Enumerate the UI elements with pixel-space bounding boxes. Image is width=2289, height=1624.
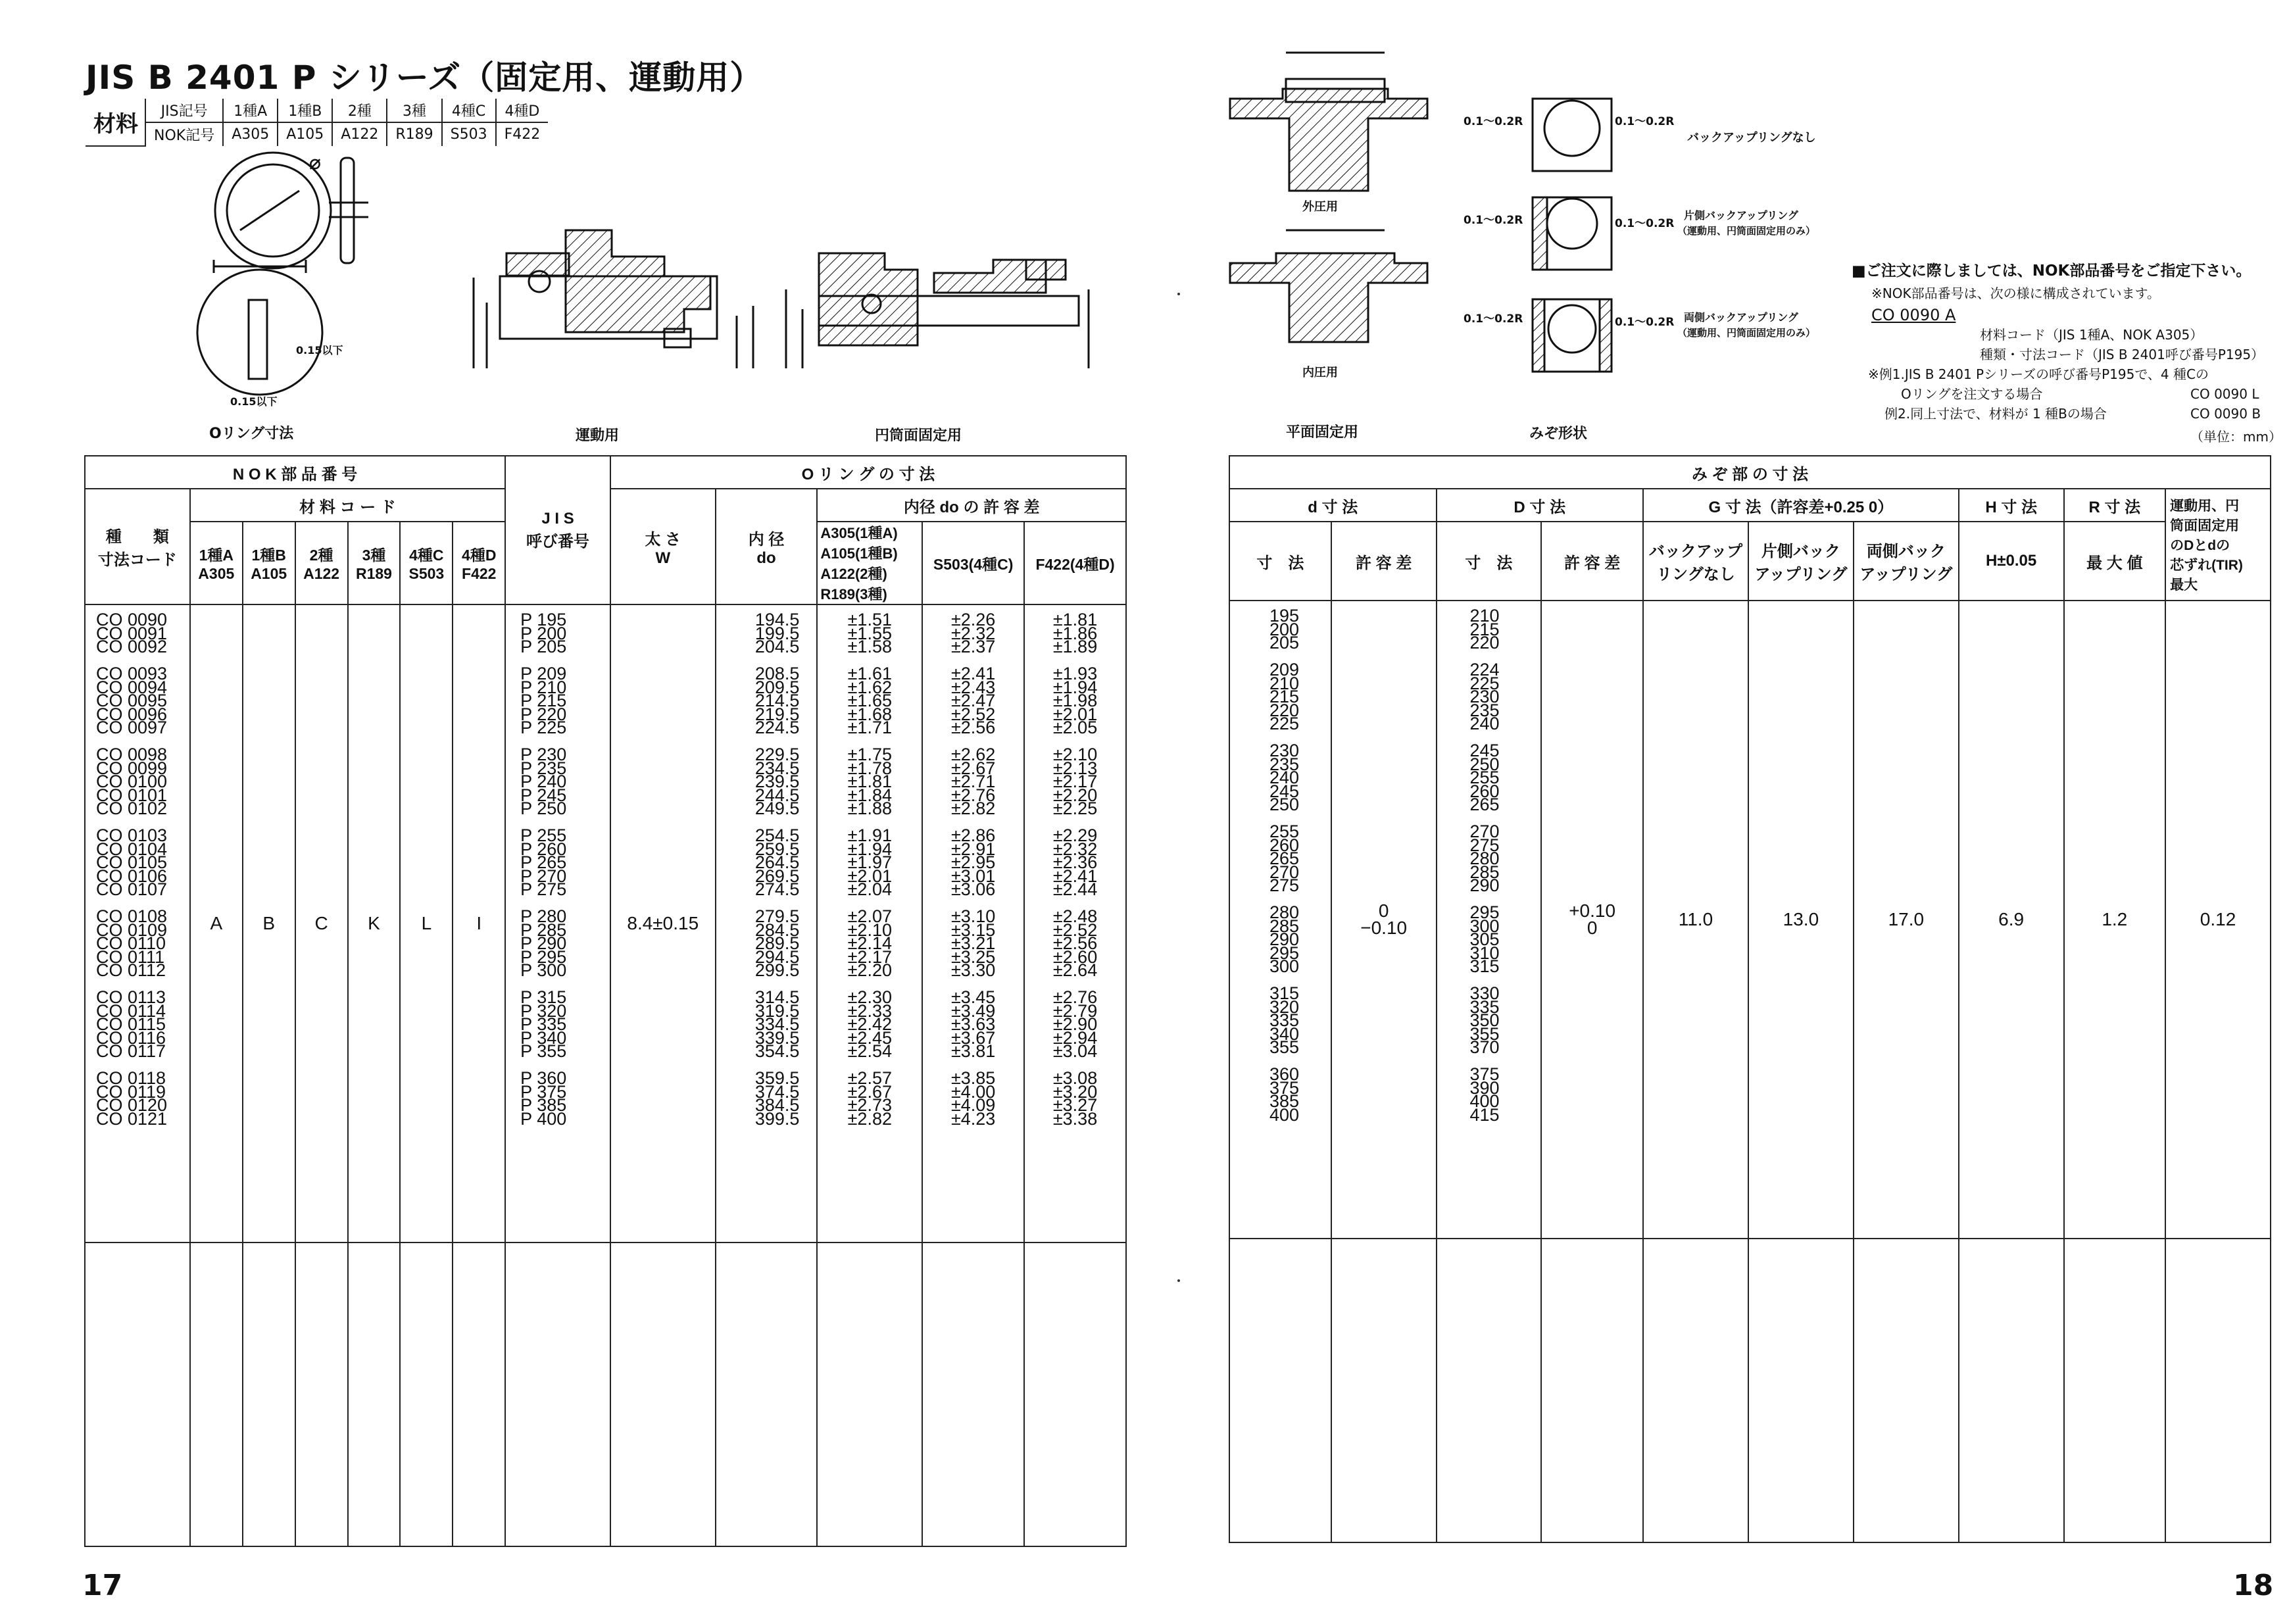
order-example1-result: CO 0090 L xyxy=(2190,386,2259,402)
width-header: 太 さ W xyxy=(610,489,716,604)
one-backup-sub: （運動用、円筒面固定用のみ） xyxy=(1677,225,1816,237)
g-two-value: 17.0 xyxy=(1854,601,1959,1239)
R-dim-header: R 寸 法 xyxy=(2064,489,2166,522)
d-size-header: 寸 法 xyxy=(1229,522,1331,601)
jis-header: J I S 呼び番号 xyxy=(505,456,610,604)
gutter-mark xyxy=(1177,1279,1180,1282)
tol-col-d: F422(4種D) xyxy=(1024,522,1126,604)
order-material-code: 材料コード（JIS 1種A、NOK A305） xyxy=(1980,327,2203,343)
mat-col-3: 3種 R189 xyxy=(348,522,401,604)
type-size-header: 種 類 寸法コード xyxy=(85,489,190,604)
chamfer-label-1: 0.1～0.2R xyxy=(1464,115,1523,128)
page-number-right: 18 xyxy=(2233,1569,2274,1602)
mat-col-4c: 4種C S503 xyxy=(400,522,453,604)
unit-label: （単位：mm） xyxy=(2190,429,2282,445)
h-tol-header: H±0.05 xyxy=(1959,522,2064,601)
H-dim-header: H 寸 法 xyxy=(1959,489,2064,522)
diameter-label: ⌀ xyxy=(309,151,322,174)
mat-col-1b: 1種B A105 xyxy=(243,522,295,604)
d-dim-header: d 寸 法 xyxy=(1229,489,1437,522)
mat-letter-4c: L xyxy=(400,604,453,1243)
order-heading: ■ご注文に際しましては、NOK部品番号をご指定下さい。 xyxy=(1852,262,2252,280)
inner-pressure-caption: 内圧用 xyxy=(1302,366,1338,380)
tir-header: 運動用、円 筒面固定用 のDとdの 芯ずれ(TIR) 最大 xyxy=(2165,489,2271,601)
g-one-value: 13.0 xyxy=(1748,601,1854,1239)
jis-number-column: P 195 P 200 P 205 P 209 P 210 P 215 P 220 P 225 P 230 P 235 P 240 P 245 P 250 P 255 P 260 P 265 P 270 P 275 P 280 P 285 P 290 P 295 P 300 P 315 P 320 P 335 P 340 P 355 P 360 P 375 P 385 P 400 xyxy=(520,610,567,1129)
size-code-column: CO 0090 CO 0091 CO 0092 CO 0093 CO 0094 CO 0095 CO 0096 CO 0097 CO 0098 CO 0099 CO 0100 CO 0101 CO 0102 CO 0103 CO 0104 CO 0105 CO 0106 CO 0107 CO 0108 CO 0109 CO 0110 CO 0111 CO 0112 CO 0113 CO 0114 CO 0115 CO 0116 CO 0117 CO 0118 CO 0119 CO 0120 CO 0121 xyxy=(96,610,168,1129)
tol-col-c: S503(4種C) xyxy=(922,522,1024,604)
two-backup-sub: （運動用、円筒面固定用のみ） xyxy=(1677,327,1816,339)
page-number-left: 17 xyxy=(82,1569,123,1602)
motion-caption: 運動用 xyxy=(576,428,620,444)
flat-caption: 平面固定用 xyxy=(1286,424,1359,441)
material-code-header: 材 料 コ ー ド xyxy=(190,489,505,522)
page-title: JIS B 2401 P シリーズ（固定用、運動用） xyxy=(86,59,764,97)
nok-part-header: N O K 部 品 番 号 xyxy=(85,456,505,489)
material-legend: 材料 JIS記号 1種A 1種B 2種 3種 4種C 4種D NOK記号 A305 A105 A122 R189 S503 F422 xyxy=(86,99,548,147)
motion-drawing xyxy=(474,230,753,368)
groove-dims-header: み ぞ 部 の 寸 法 xyxy=(1229,456,2271,489)
mat-letter-3: K xyxy=(348,604,401,1243)
gutter-mark xyxy=(1177,293,1180,295)
G-dim-header: G 寸 法（許容差+0.25 0） xyxy=(1643,489,1959,522)
no-backup-label: バックアップリングなし xyxy=(1687,131,1816,145)
r-max-header: 最 大 値 xyxy=(2064,522,2166,601)
g-two-header: 両側バック アップリング xyxy=(1854,522,1959,601)
order-line1: ※NOK部品番号は、次の様に構成されています。 xyxy=(1871,285,2160,301)
order-example1: ※例1.JIS B 2401 Pシリーズの呼び番号P195で、4 種Cの xyxy=(1868,366,2209,382)
two-backup-label: 両側バックアップリング xyxy=(1684,311,1798,324)
mat-letter-4d: I xyxy=(453,604,505,1243)
mat-col-4d: 4種D F422 xyxy=(453,522,505,604)
order-size-code: 種類・寸法コード（JIS B 2401呼び番号P195） xyxy=(1980,347,2265,362)
d-size-column: 195 200 205 209 210 215 220 225 230 235 240 245 250 255 260 265 270 275 280 285 290 295 300 315 320 335 340 355 360 375 385 400 xyxy=(1269,606,1300,1125)
order-example1b: Oリングを注文する場合 xyxy=(1901,386,2043,402)
D-size-column: 210 215 220 224 225 230 235 240 245 250 255 260 265 270 275 280 285 290 295 300 305 310 315 330 335 350 355 370 375 390 400 415 xyxy=(1469,606,1500,1125)
groove-shape-drawing xyxy=(1533,99,1612,372)
tir-value: 0.12 xyxy=(2165,601,2271,1239)
tol-c-column: ±2.26 ±2.32 ±2.37 ±2.41 ±2.43 ±2.47 ±2.52 ±2.56 ±2.62 ±2.67 ±2.71 ±2.76 ±2.82 ±2.86 ±2.91 ±2.95 ±3.01 ±3.06 ±3.10 ±3.15 ±3.21 ±3.25 ±3.30 ±3.45 ±3.49 ±3.63 ±3.67 ±3.81 ±3.85 ±4.00 ±4.09 ±4.23 xyxy=(950,610,996,1129)
mat-letter-2: C xyxy=(295,604,348,1243)
order-example2-result: CO 0090 B xyxy=(2190,406,2261,422)
chamfer-label-3: 0.1～0.2R xyxy=(1464,214,1523,227)
one-backup-label: 片側バックアップリング xyxy=(1684,209,1798,222)
tolerance-header: 内径 do の 許 容 差 xyxy=(817,489,1126,522)
oring-caption: Oリング寸法 xyxy=(209,426,294,442)
order-code: CO 0090 A xyxy=(1871,306,1956,324)
D-size-header: 寸 法 xyxy=(1437,522,1542,601)
inner-dia-header: 内 径 do xyxy=(716,489,818,604)
width-value: 8.4±0.15 xyxy=(610,604,716,1243)
chamfer-label-2: 0.1～0.2R xyxy=(1615,115,1675,128)
chamfer-label-5: 0.1～0.2R xyxy=(1464,312,1523,326)
tol-col-a: A305(1種A) A105(1種B) A122(2種) R189(3種) xyxy=(817,522,922,604)
outer-pressure-caption: 外圧用 xyxy=(1302,200,1338,214)
chamfer-label-4: 0.1～0.2R xyxy=(1615,217,1675,230)
inner-dia-column: 194.5 199.5 204.5 208.5 209.5 214.5 219.5 224.5 229.5 234.5 239.5 244.5 249.5 254.5 259.5 264.5 269.5 274.5 279.5 284.5 289.5 294.5 299.5 314.5 319.5 334.5 339.5 354.5 359.5 374.5 384.5 399.5 xyxy=(754,610,800,1129)
order-example2: 例2.同上寸法で、材料が 1 種Bの場合 xyxy=(1884,406,2107,422)
mat-col-2: 2種 A122 xyxy=(295,522,348,604)
g-none-header: バックアップ リングなし xyxy=(1643,522,1748,601)
d-tol-value: 0 −0.10 xyxy=(1331,601,1437,1239)
groove-dimension-table xyxy=(1229,455,2271,1543)
mat-col-1a: 1種A A305 xyxy=(190,522,243,604)
limit-label-a: 0.15以下 xyxy=(230,395,278,408)
tol-a-column: ±1.51 ±1.55 ±1.58 ±1.61 ±1.62 ±1.65 ±1.68 ±1.71 ±1.75 ±1.78 ±1.81 ±1.84 ±1.88 ±1.91 ±1.94 ±1.97 ±2.01 ±2.04 ±2.07 ±2.10 ±2.14 ±2.17 ±2.20 ±2.30 ±2.33 ±2.42 ±2.45 ±2.54 ±2.57 ±2.67 ±2.73 ±2.82 xyxy=(847,610,892,1129)
h-value: 6.9 xyxy=(1959,601,2064,1239)
mat-letter-1a: A xyxy=(190,604,243,1243)
oring-drawing xyxy=(197,153,368,395)
limit-label-b: 0.15以下 xyxy=(296,344,343,357)
r-value: 1.2 xyxy=(2064,601,2166,1239)
D-dim-header: D 寸 法 xyxy=(1437,489,1643,522)
cylinder-drawing xyxy=(786,253,1089,368)
chamfer-label-6: 0.1～0.2R xyxy=(1615,316,1675,329)
groove-caption: みぞ形状 xyxy=(1529,426,1588,442)
oring-dimension-table xyxy=(84,455,1127,1547)
tol-d-column: ±1.81 ±1.86 ±1.89 ±1.93 ±1.94 ±1.98 ±2.01 ±2.05 ±2.10 ±2.13 ±2.17 ±2.20 ±2.25 ±2.29 ±2.32 ±2.36 ±2.41 ±2.44 ±2.48 ±2.52 ±2.56 ±2.60 ±2.64 ±2.76 ±2.79 ±2.90 ±2.94 ±3.04 ±3.08 ±3.20 ±3.27 ±3.38 xyxy=(1052,610,1098,1129)
mat-letter-1b: B xyxy=(243,604,295,1243)
material-label: 材料 xyxy=(86,99,145,146)
cylinder-caption: 円筒面固定用 xyxy=(875,428,962,444)
D-tol-value: +0.10 0 xyxy=(1541,601,1643,1239)
oring-dims-header: O リ ン グ の 寸 法 xyxy=(610,456,1126,489)
g-none-value: 11.0 xyxy=(1643,601,1748,1239)
d-tol-header: 許 容 差 xyxy=(1331,522,1437,601)
g-one-header: 片側バック アップリング xyxy=(1748,522,1854,601)
D-tol-header: 許 容 差 xyxy=(1541,522,1643,601)
